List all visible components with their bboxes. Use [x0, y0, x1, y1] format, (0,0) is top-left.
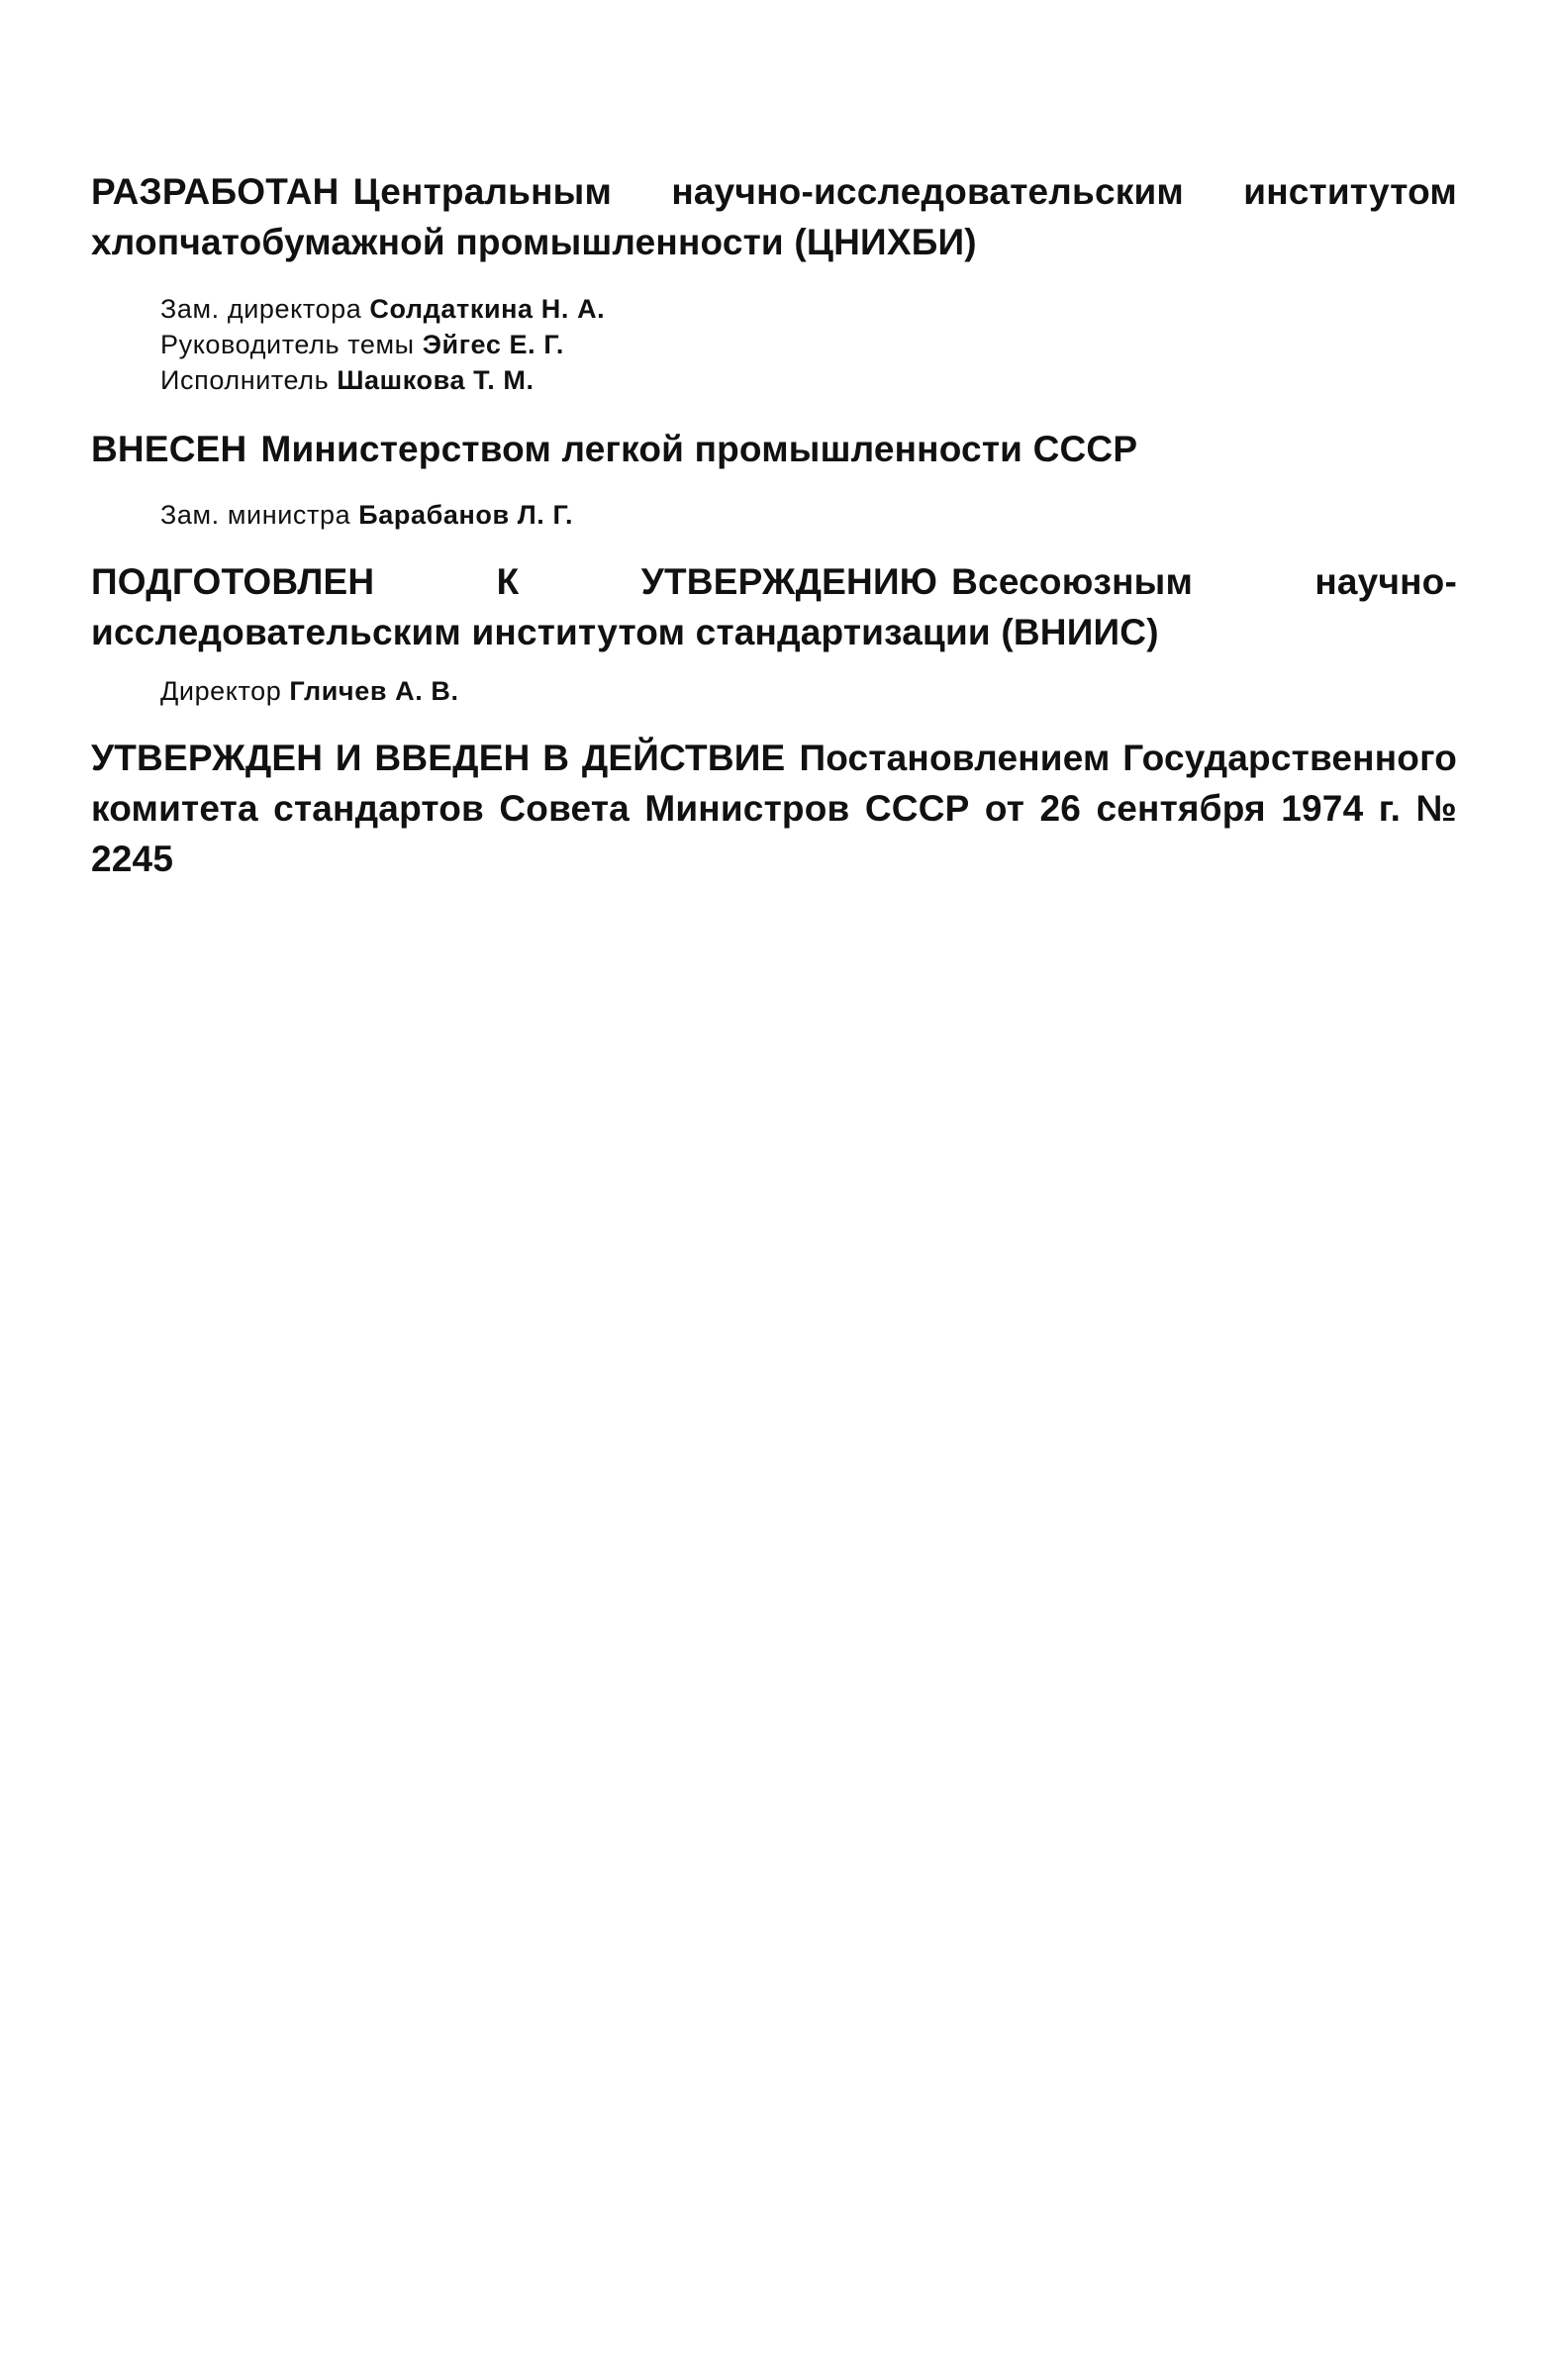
approved-paragraph: [91, 733, 1457, 884]
approved-lead: УТВЕРЖДЕН И ВВЕДЕН В ДЕЙСТВИЕ: [91, 738, 786, 778]
prepared-lead: ПОДГОТОВЛЕН К УТВЕРЖДЕНИЮ: [91, 561, 938, 602]
staff-role: Зам. директора: [160, 294, 362, 324]
staff-person: Эйгес Е. Г.: [422, 330, 564, 359]
prepared-paragraph: [91, 556, 1457, 657]
developed-paragraph: [91, 166, 1457, 267]
staff-person: Гличев А. В.: [289, 676, 459, 706]
staff-line: [91, 497, 1457, 533]
staff-line: [91, 673, 1457, 709]
developed-text: Центральным научно-исследовательским институтом хлопчатобумажной промышленности (ЦНИХБИ): [91, 171, 1457, 262]
staff-person: Солдаткина Н. А.: [369, 294, 606, 324]
introduced-lead: ВНЕСЕН: [91, 429, 247, 469]
prepared-text: Всесоюзным научно-исследовательским институтом стандартизации (ВНИИС): [91, 561, 1457, 652]
staff-person: Барабанов Л. Г.: [358, 500, 574, 530]
staff-role: Зам. министра: [160, 500, 351, 530]
introduced-paragraph: [91, 424, 1457, 474]
staff-role: Руководитель темы: [160, 330, 415, 359]
staff-line: [91, 362, 1457, 398]
staff-role: Директор: [160, 676, 282, 706]
approved-text: Постановлением Государственного комитета стандартов Совета Министров СССР от 26 сентября 1974 г. № 2245: [91, 738, 1457, 879]
introduced-staff-list: [91, 497, 1457, 533]
staff-line: [91, 327, 1457, 362]
staff-role: Исполнитель: [160, 365, 330, 395]
introduced-text: Министерством легкой промышленности СССР: [260, 429, 1138, 469]
staff-person: Шашкова Т. М.: [337, 365, 535, 395]
developed-section: [91, 166, 1457, 267]
approved-section: [91, 733, 1457, 884]
staff-line: [91, 291, 1457, 327]
prepared-section: [91, 556, 1457, 657]
developed-staff-list: [91, 291, 1457, 398]
developed-lead: РАЗРАБОТАН: [91, 171, 340, 212]
prepared-staff-list: [91, 673, 1457, 709]
introduced-section: [91, 424, 1457, 474]
